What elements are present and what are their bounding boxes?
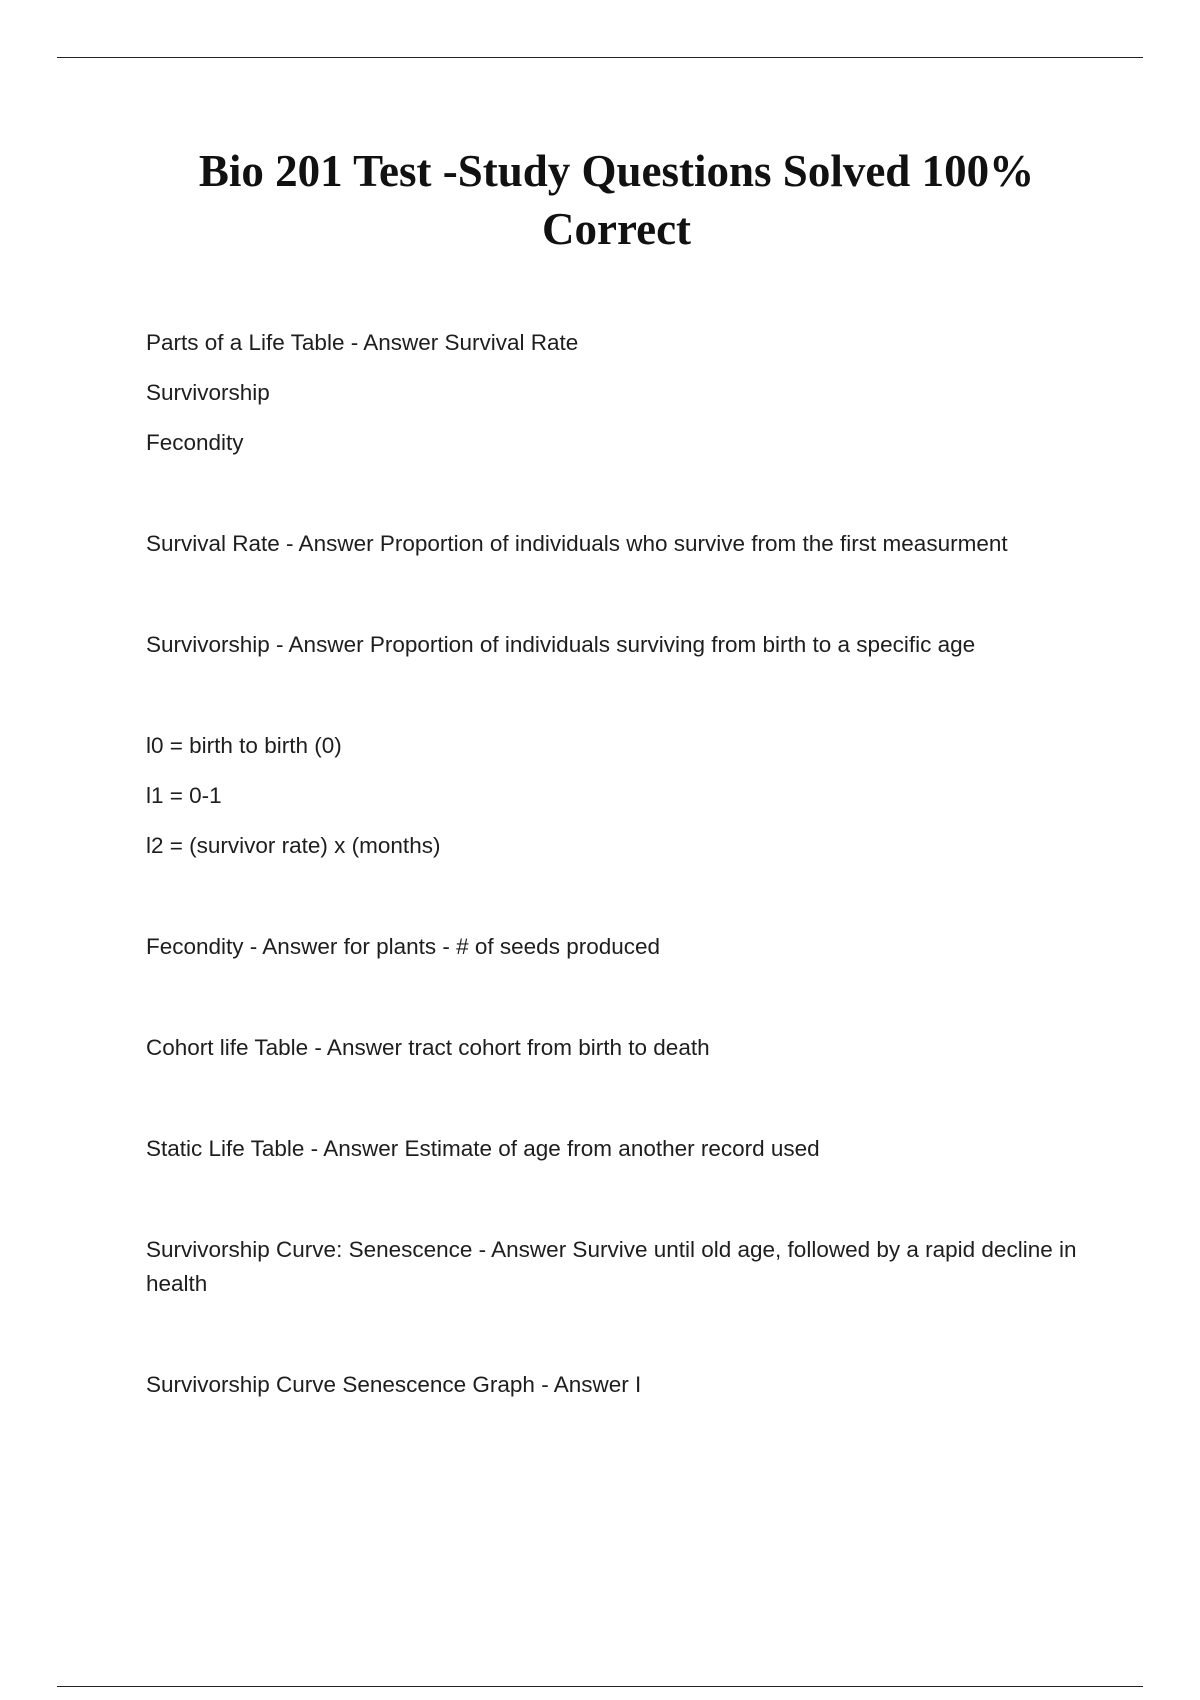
document-title: Bio 201 Test -Study Questions Solved 100% Correct xyxy=(198,146,1035,254)
qa-line: Survivorship Curve: Senescence - Answer Survive until old age, followed by a rapid decline in health xyxy=(146,1237,1077,1296)
qa-line: Survival Rate - Answer Proportion of individuals who survive from the first measurment xyxy=(146,531,1008,556)
qa-line: Static Life Table - Answer Estimate of age from another record used xyxy=(146,1136,820,1161)
top-rule xyxy=(57,57,1143,58)
spacer xyxy=(146,1081,1091,1132)
qa-line: l1 = 0-1 xyxy=(146,783,222,808)
qa-line: Fecondity - Answer for plants - # of seeds produced xyxy=(146,934,661,959)
qa-line: Survivorship - Answer Proportion of individuals surviving from birth to a specific age xyxy=(146,632,976,657)
spacer xyxy=(146,1182,1091,1233)
bottom-rule xyxy=(57,1686,1143,1687)
document-body xyxy=(146,326,1091,1418)
spacer xyxy=(146,577,1091,628)
qa-line: Survivorship xyxy=(146,380,270,405)
spacer xyxy=(146,879,1091,930)
spacer xyxy=(146,678,1091,729)
qa-line: l2 = (survivor rate) x (months) xyxy=(146,833,441,858)
qa-line: Fecondity xyxy=(146,430,244,455)
qa-line: Survivorship Curve Senescence Graph - Answer I xyxy=(146,1372,642,1397)
spacer xyxy=(146,476,1091,527)
qa-line: Cohort life Table - Answer tract cohort from birth to death xyxy=(146,1035,710,1060)
qa-line: l0 = birth to birth (0) xyxy=(146,733,342,758)
spacer xyxy=(146,1317,1091,1368)
qa-line: Parts of a Life Table - Answer Survival Rate xyxy=(146,330,579,355)
spacer xyxy=(146,980,1091,1031)
